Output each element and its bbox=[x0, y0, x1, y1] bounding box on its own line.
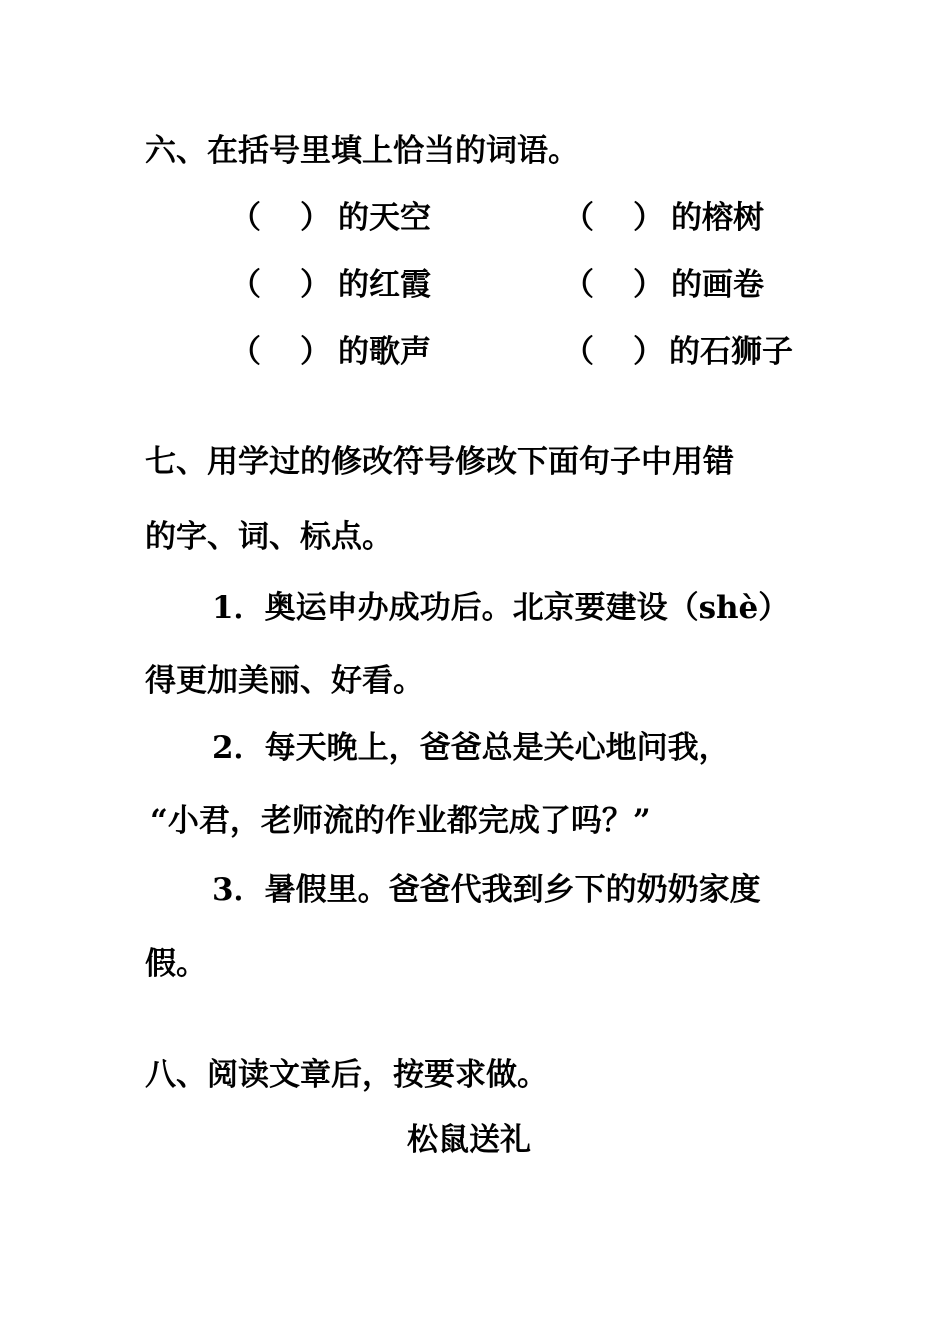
fill-phrase: 的画卷 bbox=[671, 267, 764, 303]
close-paren: ） bbox=[300, 334, 331, 370]
fill-phrase: 的红霞 bbox=[338, 267, 431, 303]
section6-heading: 六、在括号里填上恰当的词语。 bbox=[145, 133, 579, 169]
sentence-1-line2: 得更加美丽、好看。 bbox=[145, 663, 424, 699]
section8-heading: 八、阅读文章后，按要求做。 bbox=[145, 1057, 548, 1093]
close-paren: ） bbox=[633, 267, 664, 303]
close-paren: ） bbox=[300, 267, 331, 303]
section7-heading-line1: 七、用学过的修改符号修改下面句子中用错 bbox=[145, 444, 734, 480]
close-paren: ） bbox=[633, 200, 664, 236]
fill-phrase: 的榕树 bbox=[671, 200, 764, 236]
sentence-2-line1: 2．每天晚上，爸爸总是关心地问我， bbox=[212, 730, 730, 766]
fill-phrase: 的歌声 bbox=[338, 334, 431, 370]
story-title: 松鼠送礼 bbox=[407, 1122, 531, 1158]
sentence-2-line2: “小君，老师流的作业都完成了吗？” bbox=[150, 803, 651, 839]
close-paren: ） bbox=[633, 334, 664, 370]
fill-phrase: 的石狮子 bbox=[669, 334, 793, 370]
section7-heading-line2: 的字、词、标点。 bbox=[145, 519, 393, 555]
open-paren: （ bbox=[563, 334, 594, 370]
open-paren: （ bbox=[563, 267, 594, 303]
open-paren: （ bbox=[563, 200, 594, 236]
open-paren: （ bbox=[230, 334, 261, 370]
sentence-1-line1: 1．奥运申办成功后。北京要建设（shè） bbox=[212, 590, 790, 626]
close-paren: ） bbox=[300, 200, 331, 236]
fill-phrase: 的天空 bbox=[338, 200, 431, 236]
sentence-3-line1: 3．暑假里。爸爸代我到乡下的奶奶家度 bbox=[212, 872, 761, 908]
open-paren: （ bbox=[230, 200, 261, 236]
open-paren: （ bbox=[230, 267, 261, 303]
sentence-3-line2: 假。 bbox=[145, 946, 207, 982]
